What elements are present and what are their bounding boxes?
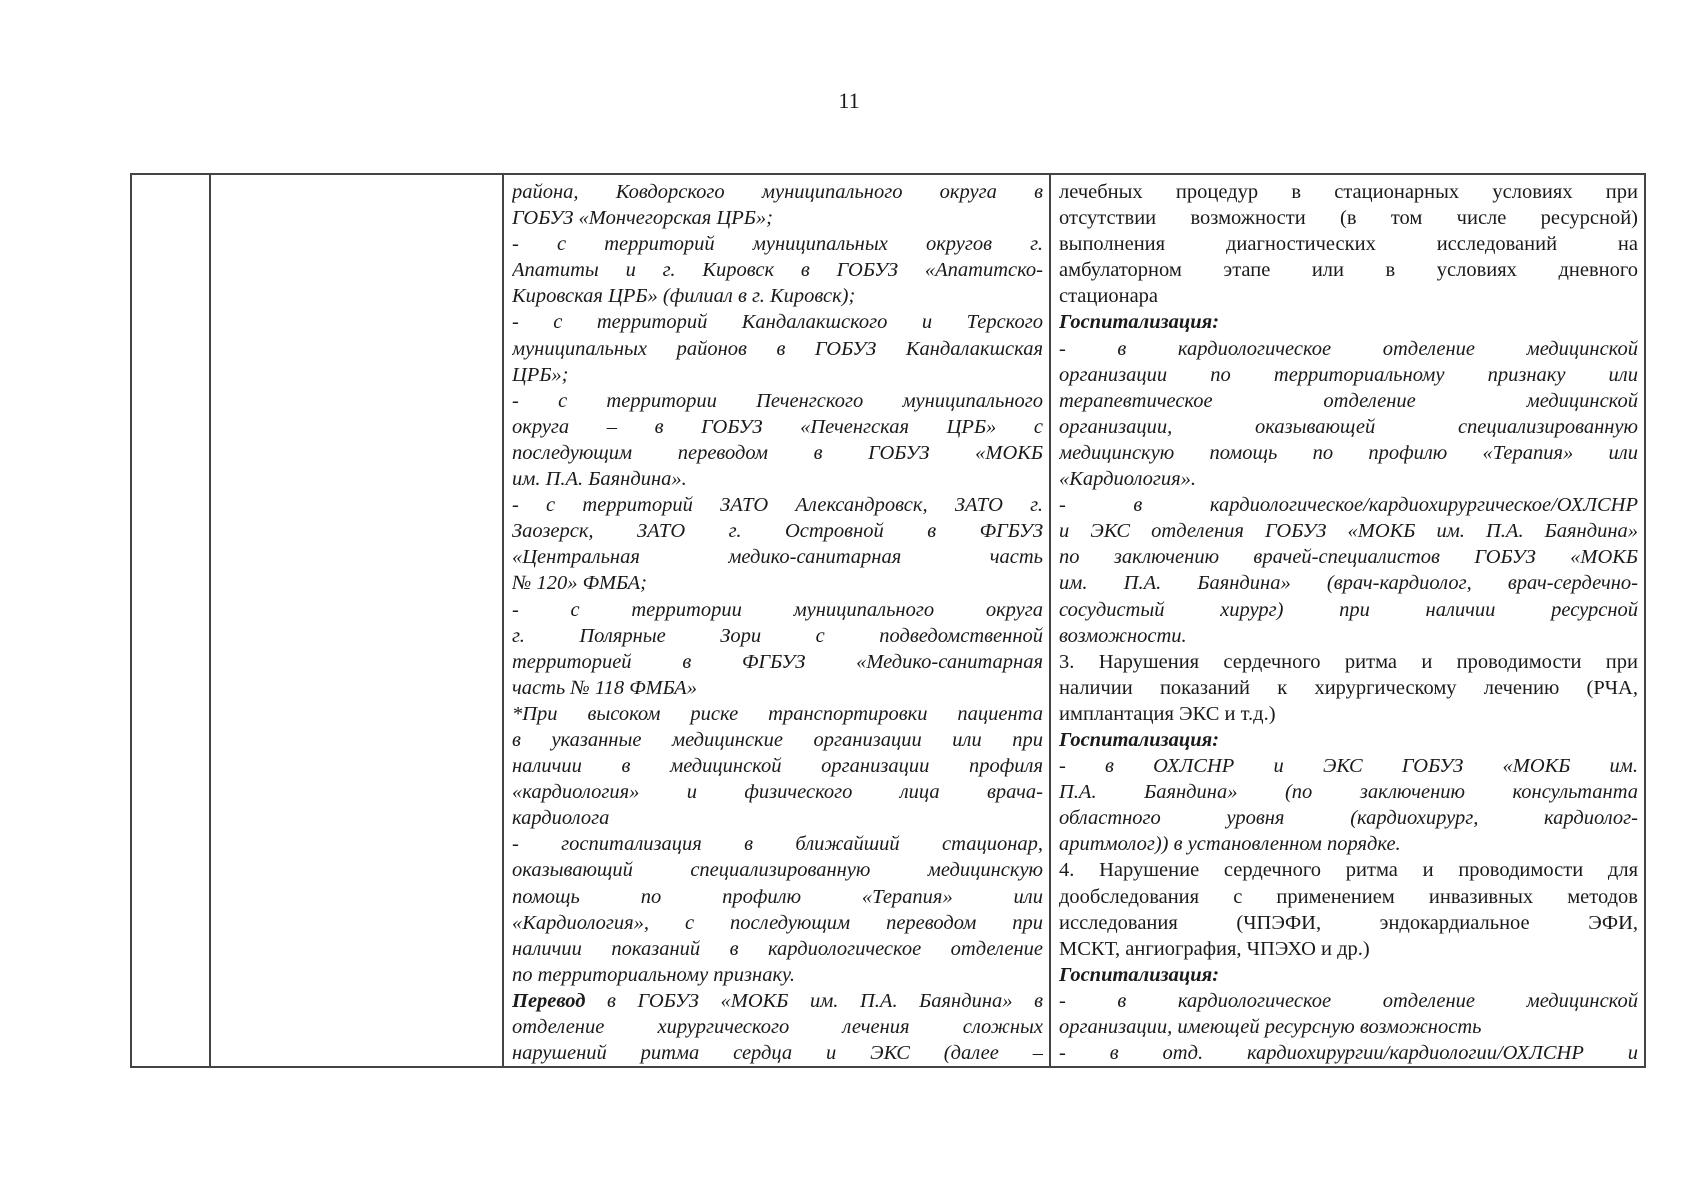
text-line: № 120» ФМБА; <box>512 572 647 595</box>
table-cell-col4 <box>1050 174 1645 1067</box>
bold-prefix: Перевод <box>512 989 608 1012</box>
text-line: помощь по профилю «Терапия» или <box>512 885 1043 908</box>
text-line: кардиолога <box>512 807 610 830</box>
text-line: оказывающий специализированную медицинскую <box>512 859 1043 882</box>
text-line: «кардиология» и физического лица врача- <box>512 781 1043 804</box>
text-line: дообследования с применением инвазивных методов <box>1059 885 1638 908</box>
text-line: 3. Нарушения сердечного ритма и проводимости при <box>1059 650 1638 673</box>
text-line: наличии показаний в кардиологическое отделение <box>512 937 1043 960</box>
text-line: - с территорий муниципальных округов г. <box>512 233 1043 256</box>
text-line: П.А. Баяндина» (по заключению консультанта <box>1059 781 1638 804</box>
text-line: Госпитализация: <box>1059 963 1220 986</box>
text-line: округа – в ГОБУЗ «Печенгская ЦРБ» с <box>512 415 1043 438</box>
text-line: аритмолог)) в установленном порядке. <box>1059 833 1401 856</box>
text-line: г. Полярные Зори с подведомственной <box>512 624 1043 647</box>
line-text: в ГОБУЗ «МОКБ им. П.А. Баяндина» в <box>607 989 1043 1012</box>
text-line: Кировская ЦРБ» (филиал в г. Кировск); <box>512 285 856 308</box>
text-line: им. П.А. Баяндина» (врач-кардиолог, врач-сердечно- <box>1059 572 1638 595</box>
text-line: Госпитализация: <box>1059 311 1220 334</box>
text-line: выполнения диагностических исследований на <box>1059 233 1638 256</box>
text-line: исследования (ЧПЭФИ, эндокардиальное ЭФИ, <box>1059 911 1638 934</box>
text-line: «Кардиология», с последующим переводом при <box>512 911 1043 934</box>
text-line: - госпитализация в ближайший стационар, <box>512 833 1043 856</box>
text-line: ЦРБ»; <box>512 363 569 386</box>
text-line: по заключению врачей-специалистов ГОБУЗ «МОКБ <box>1059 546 1638 569</box>
text-line: последующим переводом в ГОБУЗ «МОКБ <box>512 441 1043 464</box>
text-line: Госпитализация: <box>1059 728 1220 751</box>
text-line: - в кардиологическое отделение медицинской <box>1059 337 1638 360</box>
text-line: «Кардиология». <box>1059 468 1197 491</box>
text-line: 4. Нарушение сердечного ритма и проводимости для <box>1059 859 1638 882</box>
text-line: областного уровня (кардиохирург, кардиолог- <box>1059 807 1638 830</box>
text-line: отделение хирургического лечения сложных <box>512 1016 1043 1038</box>
text-line: МСКТ, ангиография, ЧПЭХО и др.) <box>1059 937 1370 960</box>
text-line: амбулаторном этапе или в условиях дневного <box>1059 259 1638 282</box>
page-number: 11 <box>838 88 860 113</box>
text-line: муниципальных районов в ГОБУЗ Кандалакшская <box>512 337 1043 360</box>
text-line: ГОБУЗ «Мончегорская ЦРБ»; <box>512 207 773 230</box>
col4-text-block <box>1051 175 1644 1066</box>
text-line: терапевтическое отделение медицинской <box>1059 389 1638 412</box>
text-line: лечебных процедур в стационарных условиях при <box>1059 181 1638 203</box>
table-cell-col3 <box>503 174 1050 1067</box>
text-line: - с территорий ЗАТО Александровск, ЗАТО г. <box>512 494 1043 517</box>
text-line: - с территорий Кандалакшского и Терского <box>512 311 1043 334</box>
text-line: территорией в ФГБУЗ «Медико-санитарная <box>512 650 1043 673</box>
text-line: в указанные медицинские организации или при <box>512 728 1043 751</box>
col3-text-block <box>504 175 1049 1066</box>
text-line: имплантация ЭКС и т.д.) <box>1059 702 1276 725</box>
text-line: Заозерск, ЗАТО г. Островной в ФГБУЗ <box>512 520 1043 543</box>
text-line <box>512 988 1043 1014</box>
text-line: часть № 118 ФМБА» <box>512 676 697 699</box>
text-line: - с территории муниципального округа <box>512 598 1043 621</box>
text-line: - в отд. кардиохирургии/кардиологии/ОХЛСНР и <box>1059 1042 1638 1065</box>
text-line: возможности. <box>1059 624 1187 647</box>
text-line: Апатиты и г. Кировск в ГОБУЗ «Апатитско- <box>512 259 1043 282</box>
text-line: сосудистый хирург) при наличии ресурсной <box>1059 598 1638 621</box>
text-line: по территориальному признаку. <box>512 963 795 986</box>
text-line: и ЭКС отделения ГОБУЗ «МОКБ им. П.А. Баяндина» <box>1059 520 1638 543</box>
text-line: им. П.А. Баяндина». <box>512 468 687 491</box>
text-line: стационара <box>1059 285 1159 308</box>
text-line: наличии в медицинской организации профиля <box>512 755 1043 778</box>
table-row <box>131 174 1645 1067</box>
text-line: - с территории Печенгского муниципального <box>512 389 1043 412</box>
text-line: медицинскую помощь по профилю «Терапия» или <box>1059 441 1638 464</box>
text-line: *При высоком риске транспортировки пациента <box>512 702 1043 725</box>
table-cell-col2 <box>210 174 503 1067</box>
document-table <box>130 173 1646 1068</box>
text-line: организации по территориальному признаку или <box>1059 363 1638 386</box>
text-line: организации, оказывающей специализированную <box>1059 415 1638 438</box>
text-line: «Центральная медико-санитарная часть <box>512 546 1043 569</box>
text-line: района, Ковдорского муниципального округа в <box>512 181 1043 203</box>
table-cell-col1 <box>131 174 210 1067</box>
text-line: наличии показаний к хирургическому лечению (РЧА, <box>1059 676 1638 699</box>
text-line: - в ОХЛСНР и ЭКС ГОБУЗ «МОКБ им. <box>1059 755 1638 778</box>
text-line: отсутствии возможности (в том числе ресурсной) <box>1059 207 1638 230</box>
text-line: нарушений ритма сердца и ЭКС (далее – <box>512 1042 1043 1065</box>
text-line: - в кардиологическое/кардиохирургическое/ОХЛСНР <box>1059 494 1638 517</box>
text-line: организации, имеющей ресурсную возможность <box>1059 1016 1482 1038</box>
text-line: - в кардиологическое отделение медицинской <box>1059 989 1638 1012</box>
